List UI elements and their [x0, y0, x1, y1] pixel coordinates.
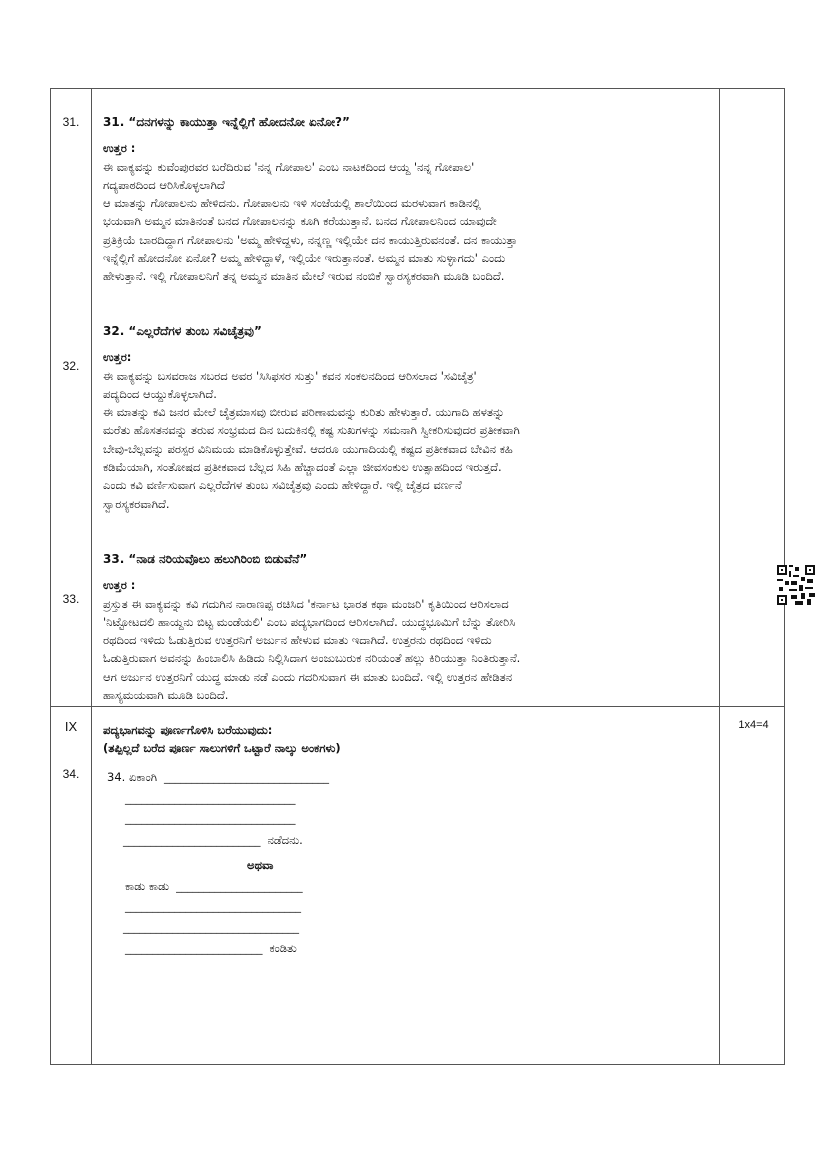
answer-line: ಕಡಿಮೆಯಾಗಿ, ಸಂತೋಷದ ಪ್ರತೀಕವಾದ ಬೆಲ್ಲದ ಸಿಹಿ ಹೆಚ್ಚಾದಂತೆ ಎಲ್ಲಾ ಜೀವಸಂಕುಲ ಉತ್ಸಾಹದಿಂದ ಇರುತ್ತದೆ. — [103, 460, 502, 475]
answer-line: ಗದ್ಯಪಾಠದಿಂದ ಆರಿಸಿಕೊಳ್ಳಲಾಗಿದೆ — [103, 177, 225, 192]
section-instruction: ಪದ್ಯಭಾಗವನ್ನು ಪೂರ್ಣಗೊಳಿಸಿ ಬರೆಯುವುದು: — [103, 723, 273, 737]
section-number: IX — [64, 719, 78, 734]
question-31-title: 31. “ದನಗಳನ್ನು ಕಾಯುತ್ತಾ ಇನ್ನೆಲ್ಲಿಗೆ ಹೋದನೋ ಏನೋ?” — [103, 115, 350, 129]
blank-line: ______________________________ — [156, 771, 329, 784]
row-number-31: 31. — [62, 115, 80, 129]
answer-line: ಎಂದು ಕವಿ ವರ್ಣಿಸುವಾಗ ಎಲ್ಲರೆದೆಗಳ ತುಂಬ ಸವಿಚೈತ್ರವು ಎಂದು ಹೇಳಿದ್ದಾರೆ. ಇಲ್ಲಿ ಚೈತ್ರದ ವರ್ಣನೆ — [103, 478, 462, 493]
question-31-block — [103, 113, 723, 286]
question-32-title: 32. “ಎಲ್ಲರೆದೆಗಳ ತುಂಬ ಸವಿಚೈತ್ರವು” — [103, 324, 262, 338]
answer-line: ಇನ್ನೆಲ್ಲಿಗೆ ಹೋದನೋ ಏನೋ? ಅಮ್ಮ ಹೇಳಿದ್ದಾಳೆ, ಇಲ್ಲಿಯೇ ಇರುತ್ತಾನಂತೆ. ಅಮ್ಮನ ಮಾತು ಸುಳ್ಳಾಗದು' ಎಂದು — [103, 251, 506, 266]
blank-line: _______________________ — [169, 879, 303, 893]
blank-line: ________________________________ — [123, 920, 299, 934]
answer-table — [50, 88, 785, 1065]
qr-code-icon — [777, 565, 815, 605]
alt-poem-start: ಕಾಡು ಕಾಡು — [125, 878, 170, 893]
question-33-title: 33. “ನಾಡ ನರಿಯವೊಲು ಹಲುಗಿರಿಂಬಿ ಬಿಡುವೆನೆ” — [103, 552, 308, 566]
answer-line: ಆ ಮಾತನ್ನು ಗೋಪಾಲನು ಹೇಳಿದನು. ಗೋಪಾಲನು ಇಳಿ ಸಂಜೆಯಲ್ಲಿ ಶಾಲೆಯಿಂದ ಮರಳುವಾಗ ಕಾಡಿನಲ್ಲಿ — [103, 196, 481, 211]
question-34-block — [107, 767, 727, 960]
answer-line: ಬೇವು-ಬೆಲ್ಲವನ್ನು ಪರಸ್ಪರ ವಿನಿಮಯ ಮಾಡಿಕೊಳ್ಳುತ್ತೇವೆ. ಆದರೂ ಯುಗಾದಿಯಲ್ಲಿ ಕಷ್ಟದ ಪ್ರತೀಕವಾದ ಬೇವಿನ ಕಹಿ — [103, 441, 513, 456]
answer-line: ಪ್ರತಿಕ್ರಿಯೆ ಬಾರದಿದ್ದಾಗ ಗೋಪಾಲನು 'ಅಮ್ಮ ಹೇಳಿದ್ದಳು, ನನ್ನಣ್ಣ ಇಲ್ಲಿಯೇ ದನ ಕಾಯುತ್ತಿರುವನಂತೆ. ದನ ಕಾಯುತ್ತಾ — [103, 232, 518, 247]
answer-line: ಸ್ವಾರಸ್ಯಕರವಾಗಿದೆ. — [103, 496, 170, 511]
section-9-instructions — [103, 721, 723, 758]
answer-line: ಈ ವಾಕ್ಯವನ್ನು ಕುವೆಂಪುರವರ ಬರೆದಿರುವ 'ನನ್ನ ಗೋಪಾಲ' ಎಂಬ ನಾಟಕದಿಂದ ಆಯ್ದ 'ನನ್ನ ಗೋಪಾಲ' — [103, 159, 475, 174]
question-33-block — [103, 550, 723, 704]
column-divider — [91, 89, 92, 1064]
row-divider — [51, 706, 784, 707]
poem-start: 34. ಏಕಾಂಗಿ — [107, 770, 157, 784]
row-number-34: 34. — [62, 767, 80, 781]
alt-poem-end: ಕಂಡಿತು — [269, 941, 297, 955]
blank-line: ________________________________ — [125, 900, 301, 913]
blank-line: _______________________________ — [125, 812, 296, 825]
answer-line: ರಥದಿಂದ ಇಳಿದು ಓಡುತ್ತಿರುವ ಉತ್ತರನಿಗೆ ಅರ್ಜುನ ಹೇಳುವ ಮಾತು ಇದಾಗಿದೆ. ಉತ್ತರನು ರಥದಿಂದ ಇಳಿದು — [103, 633, 492, 648]
answer-line: ಈ ಮಾತನ್ನು ಕವಿ ಜನರ ಮೇಲೆ ಚೈತ್ರಮಾಸವು ಬೀರುವ ಪರಿಣಾಮವನ್ನು ಕುರಿತು ಹೇಳುತ್ತಾರೆ. ಯುಗಾದಿ ಹಳತನ್ನು — [103, 405, 505, 420]
or-label: ಅಥವಾ — [247, 858, 274, 872]
answer-line: ಪದ್ಯದಿಂದ ಆಯ್ದುಕೊಳ್ಳಲಾಗಿದೆ. — [103, 386, 217, 401]
answer-line: ಪ್ರಸ್ತುತ ಈ ವಾಕ್ಯವನ್ನು ಕವಿ ಗದುಗಿನ ನಾರಾಣಪ್ಪ ರಚಿಸಿದ 'ಕರ್ನಾಟ ಭಾರತ ಕಥಾ ಮಂಜರಿ' ಕೃತಿಯಿಂದ ಆರಿಸಲಾದ — [103, 596, 509, 611]
poem-end: ನಡೆದನು. — [267, 832, 303, 847]
answer-line: ಹಾಸ್ಯಮಯವಾಗಿ ಮೂಡಿ ಬಂದಿದೆ. — [103, 688, 229, 703]
row-number-32: 32. — [62, 359, 80, 373]
answer-line: ಮರೆತು ಹೊಸತನವನ್ನು ತರುವ ಸಂಭ್ರಮದ ದಿನ ಬದುಕಿನಲ್ಲಿ ಕಷ್ಟ ಸುಖಗಳನ್ನು ಸಮನಾಗಿ ಸ್ವೀಕರಿಸುವುದರ ಪ್ರತೀಕವಾಗಿ — [103, 423, 520, 438]
section-note: (ತಪ್ಪಿಲ್ಲದೆ ಬರೆದ ಪೂರ್ಣ ಸಾಲುಗಳಿಗೆ ಒಟ್ಟಾರೆ ನಾಲ್ಕು ಅಂಕಗಳು) — [103, 741, 341, 756]
answer-line: ಆಗ ಅರ್ಜುನ ಉತ್ತರನಿಗೆ ಯುದ್ಧ ಮಾಡು ನಡೆ ಎಂದು ಗದರಿಸುವಾಗ ಈ ಮಾತು ಬಂದಿದೆ. ಇಲ್ಲಿ ಉತ್ತರನ ಹೇಡಿತನ — [103, 669, 513, 684]
marks-allocation: 1x4=4 — [738, 719, 769, 731]
answer-label: ಉತ್ತರ: — [103, 350, 132, 365]
answer-line: 'ನಿಟ್ಟೋಟದಲಿ ಹಾಯ್ದನು ಬಿಟ್ಟ ಮಂಡೆಯಲಿ' ಎಂಬ ಪದ್ಯಭಾಗದಿಂದ ಆರಿಸಲಾಗಿದೆ. ಯುದ್ಧಭೂಮಿಗೆ ಬೆನ್ನು ತೋರಿಸಿ — [103, 614, 516, 629]
blank-line: _________________________ — [125, 942, 270, 955]
answer-label: ಉತ್ತರ : — [103, 578, 136, 593]
answer-line: ಓಡುತ್ತಿರುವಾಗ ಅವನನ್ನು ಹಿಂಬಾಲಿಸಿ ಹಿಡಿದು ನಿಲ್ಲಿಸಿದಾಗ ಅಂಜುಬುರುಕ ನರಿಯಂತೆ ಹಲ್ಲು ಕಿರಿಯುತ್ತಾ ನಿಂತಿರುತ್ತಾನೆ. — [103, 651, 521, 666]
answer-label: ಉತ್ತರ : — [103, 141, 136, 156]
answer-line: ಹೇಳುತ್ತಾನೆ. ಇಲ್ಲಿ ಗೋಪಾಲನಿಗೆ ತನ್ನ ಅಮ್ಮನ ಮಾತಿನ ಮೇಲೆ ಇರುವ ನಂಬಿಕೆ ಸ್ವಾರಸ್ಯಕರವಾಗಿ ಮೂಡಿ ಬಂದಿದೆ. — [103, 269, 505, 284]
row-number-33: 33. — [62, 592, 80, 606]
question-32-block — [103, 322, 723, 513]
answer-line: ಭಯವಾಗಿ ಅಮ್ಮನ ಮಾತಿನಂತೆ ಬನದ ಗೋಪಾಲನನ್ನು ಕೂಗಿ ಕರೆಯುತ್ತಾನೆ. ಬನದ ಗೋಪಾಲನಿಂದ ಯಾವುದೇ — [103, 214, 497, 229]
blank-line: _______________________________ — [125, 791, 296, 805]
blank-line: _________________________ — [123, 833, 268, 847]
answer-line: ಈ ವಾಕ್ಯವನ್ನು ಬಸವರಾಜ ಸಬರದ ಅವರ 'ಸಿಸಿಫಸರ ಸುತ್ತು' ಕವನ ಸಂಕಲನದಿಂದ ಆರಿಸಲಾದ 'ಸವಿಚೈತ್ರ' — [103, 368, 477, 383]
